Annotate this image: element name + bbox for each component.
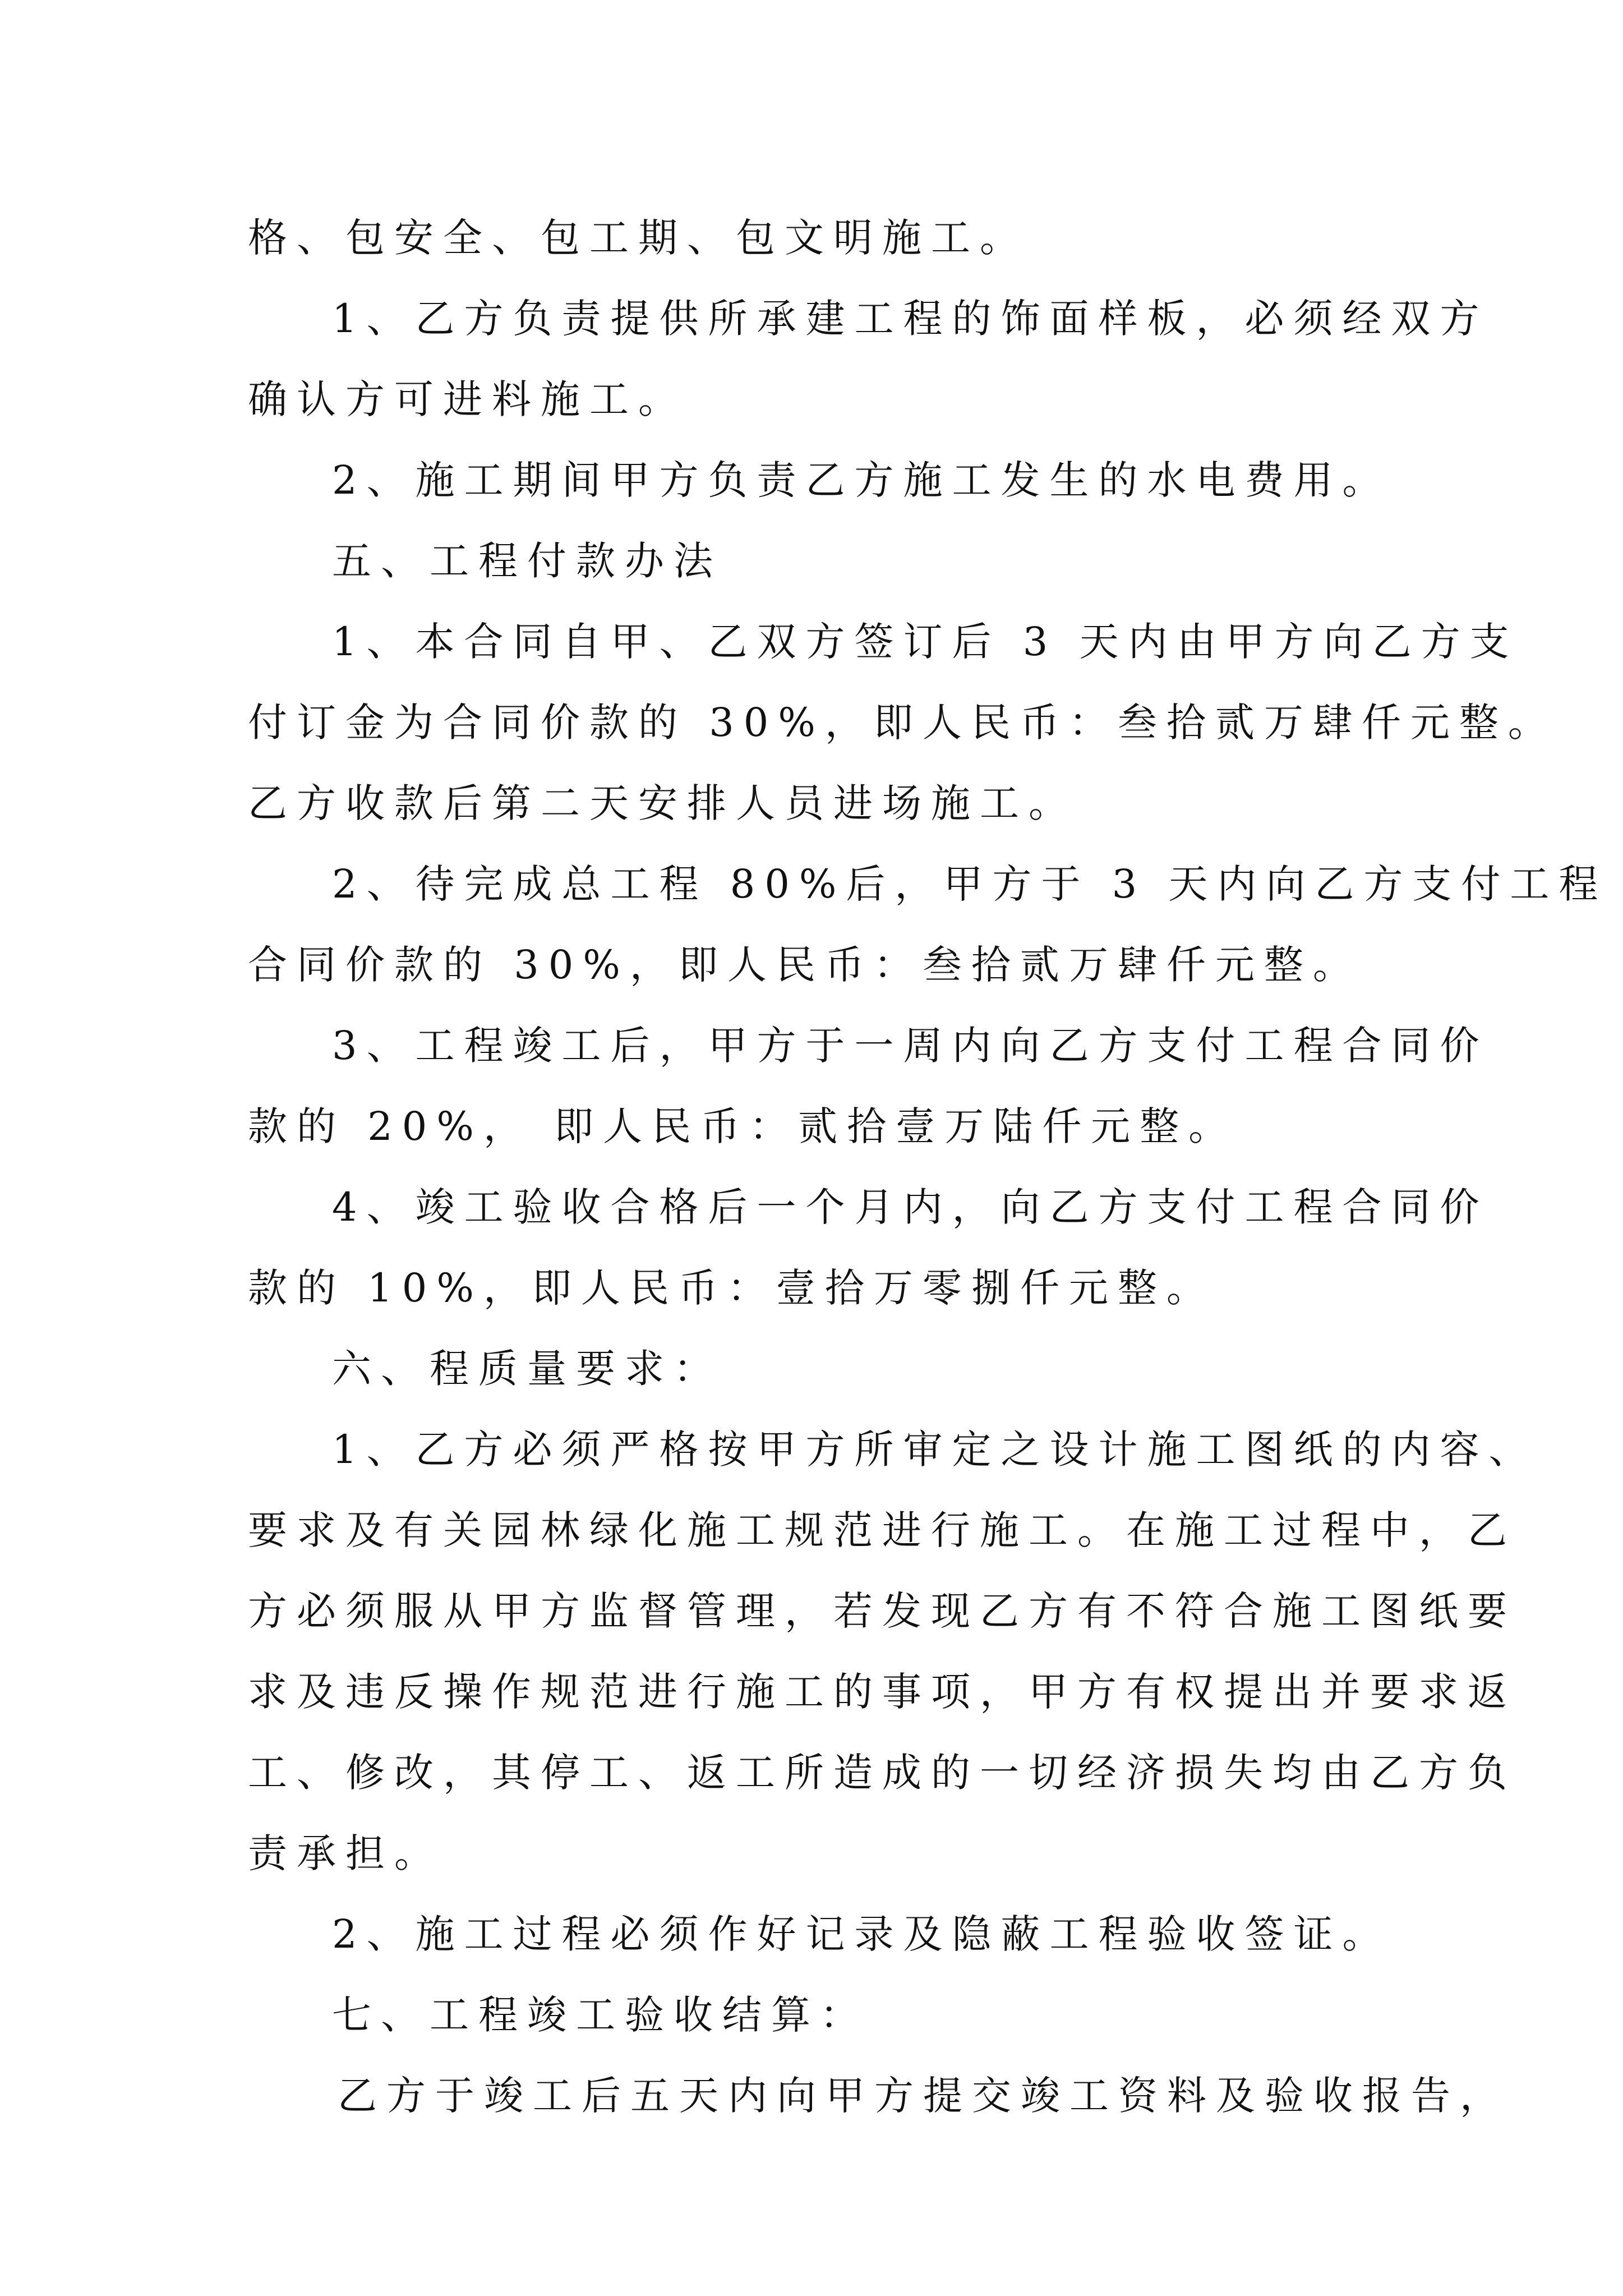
text-line-10: 合同价款的 30%，即人民币：叁拾贰万肆仟元整。 [248,942,1362,988]
text-line-16: 1、乙方必须严格按甲方所审定之设计施工图纸的内容、 [332,1427,1538,1473]
text-line-21: 责承担。 [248,1830,443,1876]
text-line-13: 4、竣工验收合格后一个月内，向乙方支付工程合同价 [332,1184,1489,1230]
text-line-12: 款的 20%， 即人民币：贰拾壹万陆仟元整。 [248,1103,1238,1149]
text-line-4: 2、施工期间甲方负责乙方施工发生的水电费用。 [332,457,1391,503]
section-heading-5: 五、工程付款办法 [332,538,722,584]
text-line-1: 格、包安全、包工期、包文明施工。 [248,215,1029,261]
text-line-24: 乙方于竣工后五天内向甲方提交竣工资料及验收报告， [338,2073,1509,2119]
text-line-11: 3、工程竣工后，甲方于一周内向乙方支付工程合同价 [332,1023,1489,1069]
text-line-22: 2、施工过程必须作好记录及隐蔽工程验收签证。 [332,1911,1391,1957]
text-line-7: 付订金为合同价款的 30%，即人民币：叁拾贰万肆仟元整。 [248,700,1557,746]
text-line-3: 确认方可进料施工。 [248,376,687,422]
section-heading-23: 七、工程竣工验收结算： [332,1992,869,2038]
text-line-2: 1、乙方负责提供所承建工程的饰面样板，必须经双方 [332,296,1489,342]
text-line-18: 方必须服从甲方监督管理，若发现乙方有不符合施工图纸要 [248,1588,1516,1634]
text-line-17: 要求及有关园林绿化施工规范进行施工。在施工过程中，乙 [248,1507,1516,1553]
text-line-6: 1、本合同自甲、乙双方签订后 3 天内由甲方向乙方支 [332,619,1519,665]
text-line-8: 乙方收款后第二天安排人员进场施工。 [248,780,1077,826]
text-line-19: 求及违反操作规范进行施工的事项，甲方有权提出并要求返 [248,1669,1516,1715]
text-line-14: 款的 10%，即人民币：壹拾万零捌仟元整。 [248,1265,1215,1311]
text-line-20: 工、修改，其停工、返工所造成的一切经济损失均由乙方负 [248,1750,1516,1796]
text-line-9: 2、待完成总工程 80%后，甲方于 3 天内向乙方支付工程 [332,861,1608,907]
section-heading-15: 六、程质量要求： [332,1346,722,1392]
